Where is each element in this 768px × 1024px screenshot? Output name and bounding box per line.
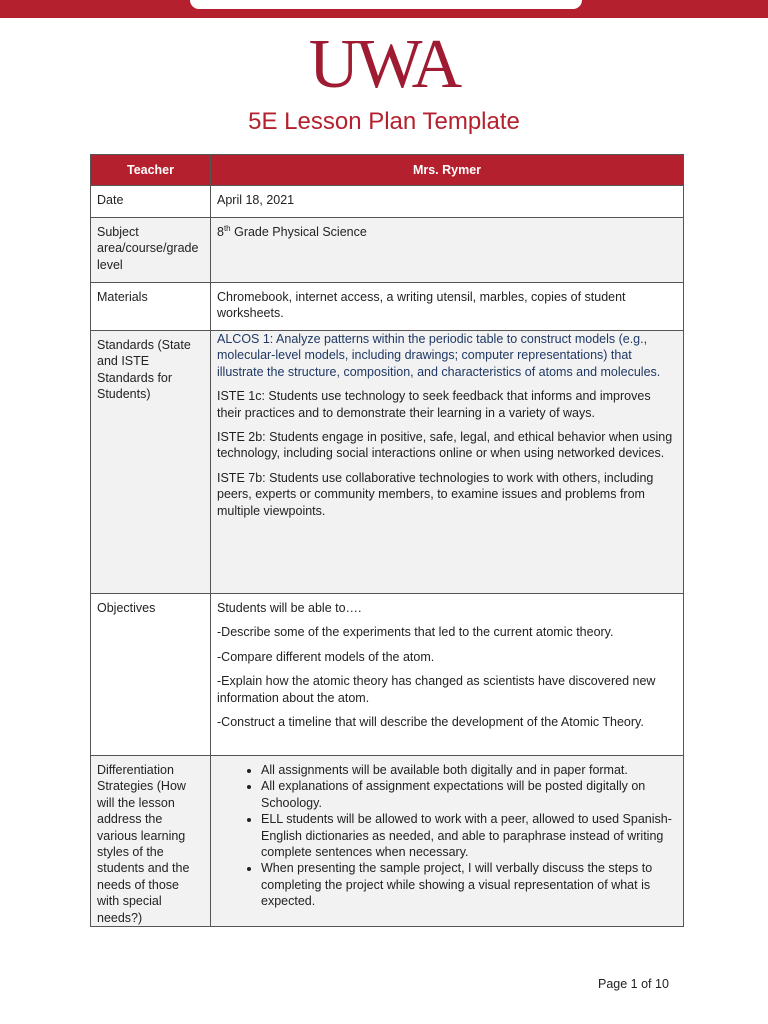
teacher-name: Mrs. Rymer [211, 155, 684, 186]
date-value: April 18, 2021 [211, 186, 684, 218]
objectives-value [211, 594, 684, 756]
differentiation-list [217, 762, 677, 910]
standard-alcos: ALCOS 1: Analyze patterns within the periodic table to construct models (e.g., molecular-level models, including drawings; computer representations) that illustrate the structure, composition, and characteristics of atoms and molecules. [217, 332, 661, 379]
table-row-subject [91, 218, 684, 283]
table-row-objectives [91, 594, 684, 756]
materials-value: Chromebook, internet access, a writing utensil, marbles, copies of student worksheets. [211, 283, 684, 331]
table-row-standards [91, 331, 684, 594]
logo-text: UWA [308, 26, 460, 103]
table-row-materials [91, 283, 684, 331]
table-row-date [91, 186, 684, 218]
grade-number: 8 [217, 225, 224, 239]
list-item: • When presenting the sample project, I will verbally discuss the steps to completing the project while showing a visual representation of what is expected. [261, 860, 677, 909]
differentiation-label: Differentiation Strategies (How will the lesson address the various learning styles of the students and the needs of those with special needs?) [91, 756, 211, 927]
standard-iste-2b: ISTE 2b: Students engage in positive, safe, legal, and ethical behavior when using technology, including social interactions online or when using networked devices. [217, 430, 673, 461]
differentiation-value [211, 756, 684, 927]
teacher-label: Teacher [91, 155, 211, 186]
page-number: Page 1 of 10 [598, 977, 669, 991]
materials-label: Materials [91, 283, 211, 331]
page-title: 5E Lesson Plan Template [248, 108, 520, 135]
subject-label: Subject area/course/grade level [91, 218, 211, 283]
grade-superscript: th [223, 223, 231, 233]
list-item: • All explanations of assignment expectations will be posted digitally on Schoology. [261, 778, 677, 811]
objective-item: -Compare different models of the atom. [217, 649, 435, 664]
objective-item: -Construct a timeline that will describe the development of the Atomic Theory. [217, 715, 644, 730]
standards-label: Standards (State and ISTE Standards for Students) [91, 331, 211, 594]
objective-item: Students will be able to…. [217, 601, 362, 615]
top-banner-tab [190, 0, 582, 9]
subject-value [211, 218, 684, 283]
objectives-label: Objectives [91, 594, 211, 756]
date-label: Date [91, 186, 211, 218]
objective-item: -Describe some of the experiments that led to the current atomic theory. [217, 625, 614, 640]
standards-value [211, 331, 684, 594]
list-item: • All assignments will be available both digitally and in paper format. [261, 762, 677, 778]
table-row-differentiation [91, 756, 684, 927]
uwa-logo [0, 26, 768, 103]
objective-item: -Explain how the atomic theory has changed as scientists have discovered new information about the atom. [217, 674, 656, 705]
lesson-plan-table [90, 154, 684, 927]
list-item: • ELL students will be allowed to work with a peer, allowed to used Spanish-English dictionaries as needed, and able to paraphrase instead of writing complete sentences when necessary. [261, 811, 677, 860]
standard-iste-7b: ISTE 7b: Students use collaborative technologies to work with others, including peers, experts or community members, to examine issues and problems from multiple viewpoints. [217, 470, 654, 518]
subject-text: Grade Physical Science [230, 225, 367, 239]
standard-iste-1c: ISTE 1c: Students use technology to seek feedback that informs and improves their practices and to demonstrate their learning in a variety of ways. [217, 389, 651, 420]
table-header-row [91, 155, 684, 186]
